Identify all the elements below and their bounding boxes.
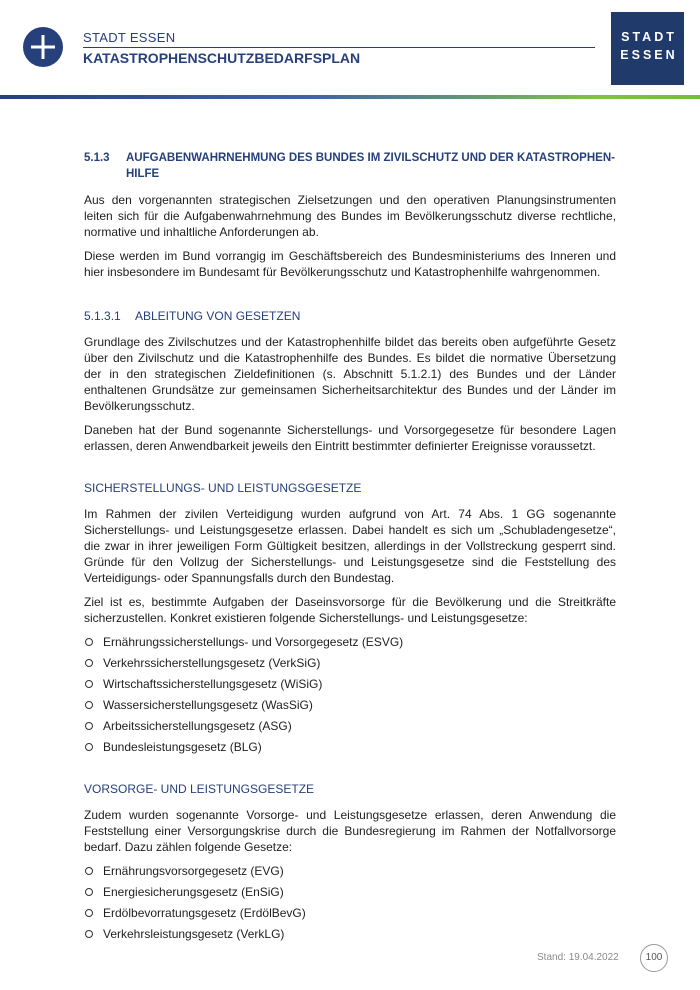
list-item: [84, 905, 616, 921]
footer-date: Stand: 19.04.2022: [537, 952, 619, 963]
circle-bullet-icon: [85, 701, 93, 709]
section-heading: [84, 150, 616, 182]
subsection-number: 5.1.3.1: [84, 309, 121, 323]
circle-bullet-icon: [85, 659, 93, 667]
stadt-essen-logo: [611, 12, 684, 85]
page-number: 100: [640, 944, 668, 972]
list-item: [84, 676, 616, 692]
list-item-text: Ernährungsvorsorgegesetz (EVG): [103, 864, 284, 878]
list-item: [84, 697, 616, 713]
list-item-text: Wirtschaftssicherstellungsgesetz (WiSiG): [103, 677, 323, 691]
circle-bullet-icon: [85, 930, 93, 938]
paragraph: Im Rahmen der zivilen Verteidigung wurden aufgrund von Art. 74 Abs. 1 GG sogenannte Sicherstellungs- und Leistungsgesetze erlassen. Dabei handelt es sich um „Schubladengesetze“, die zwar in ihrer jeweiligen Form Gültigkeit besitzen, allerdings in der Vollstreckung gesperrt sind. Gründe für den Vollzug der Sicherstellungs- und Leistungsgesetze sind die Feststellung des Verteidigungs- oder Spannungsfalls durch den Bundestag.: [84, 507, 616, 585]
header-color-band: [0, 95, 700, 99]
list-item: [84, 718, 616, 734]
list-item: [84, 634, 616, 650]
list-item-text: Wassersicherstellungsgesetz (WasSiG): [103, 698, 313, 712]
plus-icon: [23, 27, 63, 67]
paragraph: Diese werden im Bund vorrangig im Geschäftsbereich des Bundesministeriums des Inneren und hier insbesondere im Bundesamt für Bevölkerungsschutz und Katastrophenhilfe wahrgenommen.: [84, 249, 616, 279]
list-item-text: Verkehrssicherstellungsgesetz (VerkSiG): [103, 656, 321, 670]
circle-bullet-icon: [85, 888, 93, 896]
circle-bullet-icon: [85, 909, 93, 917]
list-item: [84, 739, 616, 755]
sicherstellung-heading: SICHERSTELLUNGS- UND LEISTUNGSGESETZE: [84, 481, 362, 495]
circle-bullet-icon: [85, 722, 93, 730]
header-city: STADT ESSEN: [83, 30, 176, 45]
header-plan-title: KATASTROPHENSCHUTZBEDARFSPLAN: [83, 50, 361, 66]
page-content: [84, 150, 616, 947]
list-item-text: Verkehrsleistungsgesetz (VerkLG): [103, 927, 285, 941]
vorsorge-list: [84, 863, 616, 942]
logo-line-2: ESSEN: [620, 48, 678, 62]
paragraph: Daneben hat der Bund sogenannte Sicherstellungs- und Vorsorgegesetze für besondere Lagen erlassen, deren Anwendbarkeit jeweils den Eintritt bestimmter definierter Ereignisse voraussetzt.: [84, 423, 616, 453]
logo-line-1: STADT: [621, 30, 677, 44]
list-item: [84, 926, 616, 942]
list-item: [84, 655, 616, 671]
list-item: [84, 884, 616, 900]
subsection-title: ABLEITUNG VON GESETZEN: [135, 309, 301, 323]
paragraph: Ziel ist es, bestimmte Aufgaben der Daseinsvorsorge für die Bevölkerung und die Streitkräfte sicherzustellen. Konkret existieren folgende Sicherstellungs- und Leistungsgesetze:: [84, 595, 616, 625]
sicherstellung-list: [84, 634, 616, 755]
section-title: AUFGABENWAHRNEHMUNG DES BUNDES IM ZIVILSCHUTZ UND DER KATASTROPHEN-HILFE: [126, 152, 615, 180]
list-item-text: Ernährungssicherstellungs- und Vorsorgegesetz (ESVG): [103, 635, 404, 649]
circle-bullet-icon: [85, 680, 93, 688]
page-header: [0, 0, 700, 100]
subsection-heading: [84, 308, 616, 324]
list-item-text: Bundesleistungsgesetz (BLG): [103, 740, 262, 754]
list-item-text: Erdölbevorratungsgesetz (ErdölBevG): [103, 906, 306, 920]
list-item-text: Energiesicherungsgesetz (EnSiG): [103, 885, 284, 899]
header-divider: [83, 47, 595, 48]
section-number: 5.1.3: [84, 152, 110, 164]
circle-bullet-icon: [85, 867, 93, 875]
circle-bullet-icon: [85, 638, 93, 646]
list-item-text: Arbeitssicherstellungsgesetz (ASG): [103, 719, 292, 733]
vorsorge-heading: VORSORGE- UND LEISTUNGSGESETZE: [84, 782, 315, 796]
paragraph: Grundlage des Zivilschutzes und der Katastrophenhilfe bildet das bereits oben aufgeführte Gesetz über den Zivilschutz und die Katastrophenhilfe des Bundes. Es bildet die normative Übersetzung der in den strategischen Zieldefinitionen (s. Abschnitt 5.1.2.1) des Bundes und der Länder enthaltenen Grundsätze zur gemeinsamen Sicherheitsarchitektur des Bundes und der Länder im Bevölkerungsschutz.: [84, 335, 616, 413]
paragraph: Zudem wurden sogenannte Vorsorge- und Leistungsgesetze erlassen, deren Anwendung die Feststellung einer Versorgungskrise durch die Bundesregierung im Rahmen der Notfallvorsorge bedarf. Dazu zählen folgende Gesetze:: [84, 808, 616, 854]
paragraph: Aus den vorgenannten strategischen Zielsetzungen und den operativen Planungsinstrumenten leiten sich für die Aufgabenwahrnehmung des Bundes im Bevölkerungsschutz diverse rechtliche, normative und inhaltliche Anforderungen ab.: [84, 193, 616, 239]
circle-bullet-icon: [85, 743, 93, 751]
list-item: [84, 863, 616, 879]
